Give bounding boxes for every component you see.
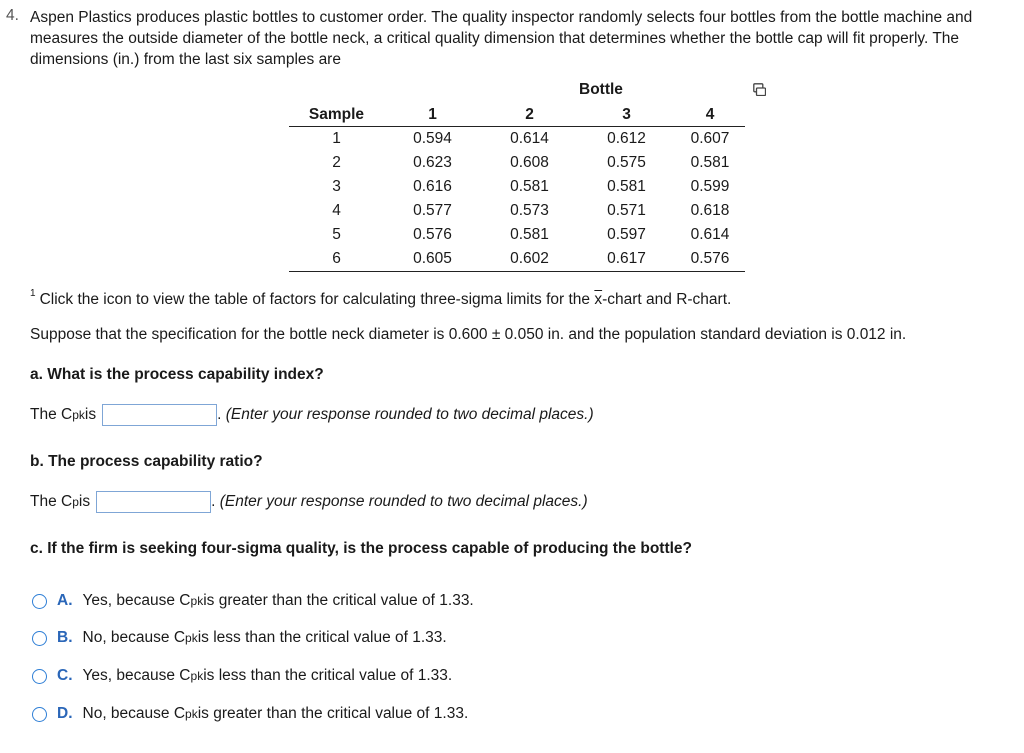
table-cell: 6	[289, 247, 384, 272]
option-letter: D.	[57, 705, 73, 722]
table-row	[289, 223, 745, 247]
option-letter: C.	[57, 667, 73, 684]
column-header: Sample	[289, 104, 384, 127]
table-cell: 4	[332, 202, 341, 219]
option-text-after: is less than the critical value of 1.33.	[197, 629, 447, 646]
option-text-after: is less than the critical value of 1.33.	[203, 667, 453, 684]
cp-answer-input[interactable]	[96, 491, 211, 513]
option-letter: A.	[57, 592, 73, 609]
table-cell: 0.616	[413, 178, 452, 195]
table-cell: 0.614	[690, 226, 730, 243]
table-cell: 0.575	[607, 154, 646, 171]
cpk-answer-input[interactable]	[102, 404, 217, 426]
table-row	[289, 127, 745, 152]
table-row	[289, 199, 745, 223]
radio-button-icon[interactable]	[32, 669, 47, 684]
question-intro: Aspen Plastics produces plastic bottles to customer order. The quality inspector randomly selects four bottles from the bottle machine and measures the outside diameter of the bottle neck, a critical quality dimension that determines whether the bottle cap will fit properly. The dimensions (in.) from the last six samples are	[30, 9, 973, 68]
table-cell: 0.618	[690, 202, 730, 219]
table-cell: 2	[332, 154, 341, 171]
table-cell: 0.607	[690, 130, 730, 147]
option-sub: pk	[185, 631, 198, 645]
cp-label-sub: p	[72, 495, 79, 509]
part-b-hint: (Enter your response rounded to two decimal places.)	[219, 493, 588, 510]
table-header-row	[289, 104, 745, 127]
footnote-text-before: Click the icon to view the table of factors for calculating three-sigma limits for the	[39, 291, 595, 308]
table-cell: 3	[332, 178, 341, 195]
table-cell: 0.597	[607, 226, 646, 243]
xbar-symbol: $\overline{x}$	[594, 291, 603, 308]
column-header: 4	[675, 104, 745, 127]
table-cell: 1	[332, 130, 341, 147]
table-cell: 0.581	[607, 178, 646, 195]
part-a-question: a. What is the process capability index?	[30, 366, 324, 383]
table-cell: 0.576	[675, 247, 745, 272]
column-header: 3	[578, 104, 675, 127]
table-cell: 0.599	[690, 178, 730, 195]
option-text-before: No, because C	[82, 705, 186, 722]
table-row	[289, 151, 745, 175]
option-text-before: No, because C	[82, 629, 186, 646]
option-text-after: is greater than the critical value of 1.33.	[197, 705, 469, 722]
cpk-label-sub: pk	[72, 408, 85, 422]
table-cell: 0.576	[413, 226, 452, 243]
table-cell: 0.605	[384, 247, 481, 272]
table-cell: 0.573	[510, 202, 549, 219]
table-cell: 0.612	[607, 130, 646, 147]
option-text-before: Yes, because C	[82, 592, 191, 609]
table-cell: 0.581	[510, 178, 549, 195]
table-cell: 0.617	[578, 247, 675, 272]
option-sub: pk	[185, 707, 198, 721]
part-a-answer-row: The C pk is . (Enter your response rounded to two decimal places.)	[30, 404, 594, 426]
table-cell: 0.577	[413, 202, 452, 219]
table-cell: 0.623	[413, 154, 452, 171]
question-number: 4.	[6, 7, 19, 24]
footnote-text-after: -chart and R-chart.	[602, 291, 732, 308]
column-header: 1	[384, 104, 481, 127]
cp-label-suffix: is	[78, 493, 91, 510]
copy-table-icon[interactable]	[753, 83, 766, 96]
table-row	[289, 247, 745, 272]
radio-button-icon[interactable]	[32, 594, 47, 609]
cpk-label-prefix: The C	[30, 406, 73, 423]
radio-button-icon[interactable]	[32, 631, 47, 646]
table-cell: 0.602	[481, 247, 578, 272]
table-cell: 5	[332, 226, 341, 243]
table-row	[289, 175, 745, 199]
table-cell: 0.608	[510, 154, 549, 171]
part-c-question: c. If the firm is seeking four-sigma quality, is the process capable of producing the bottle?	[30, 540, 693, 557]
option-letter: B.	[57, 629, 73, 646]
part-b-answer-row: The C p is . (Enter your response rounded to two decimal places.)	[30, 491, 588, 513]
sample-table	[289, 104, 745, 272]
cpk-label-suffix: is	[84, 406, 97, 423]
footnote-marker: 1	[30, 288, 36, 299]
radio-button-icon[interactable]	[32, 707, 47, 722]
table-cell: 0.581	[690, 154, 730, 171]
option-sub: pk	[190, 594, 204, 608]
option-sub: pk	[190, 669, 204, 683]
table-cell: 0.581	[510, 226, 549, 243]
option-text-before: Yes, because C	[82, 667, 191, 684]
footnote	[30, 288, 731, 309]
option-b[interactable]	[32, 629, 447, 647]
cp-label-prefix: The C	[30, 493, 73, 510]
part-b-question: b. The process capability ratio?	[30, 453, 263, 470]
option-text-after: is greater than the critical value of 1.33.	[203, 592, 474, 609]
option-d[interactable]	[32, 705, 468, 723]
column-header: 2	[481, 104, 578, 127]
table-cell: 0.571	[607, 202, 646, 219]
part-a-hint: (Enter your response rounded to two decimal places.)	[225, 406, 594, 423]
table-cell: 0.614	[510, 130, 549, 147]
option-c[interactable]	[32, 667, 452, 685]
spec-text: Suppose that the specification for the bottle neck diameter is 0.600 ± 0.050 in. and the population standard deviation is 0.012 in.	[30, 326, 907, 343]
option-a[interactable]	[32, 592, 474, 610]
table-cell: 0.594	[413, 130, 452, 147]
